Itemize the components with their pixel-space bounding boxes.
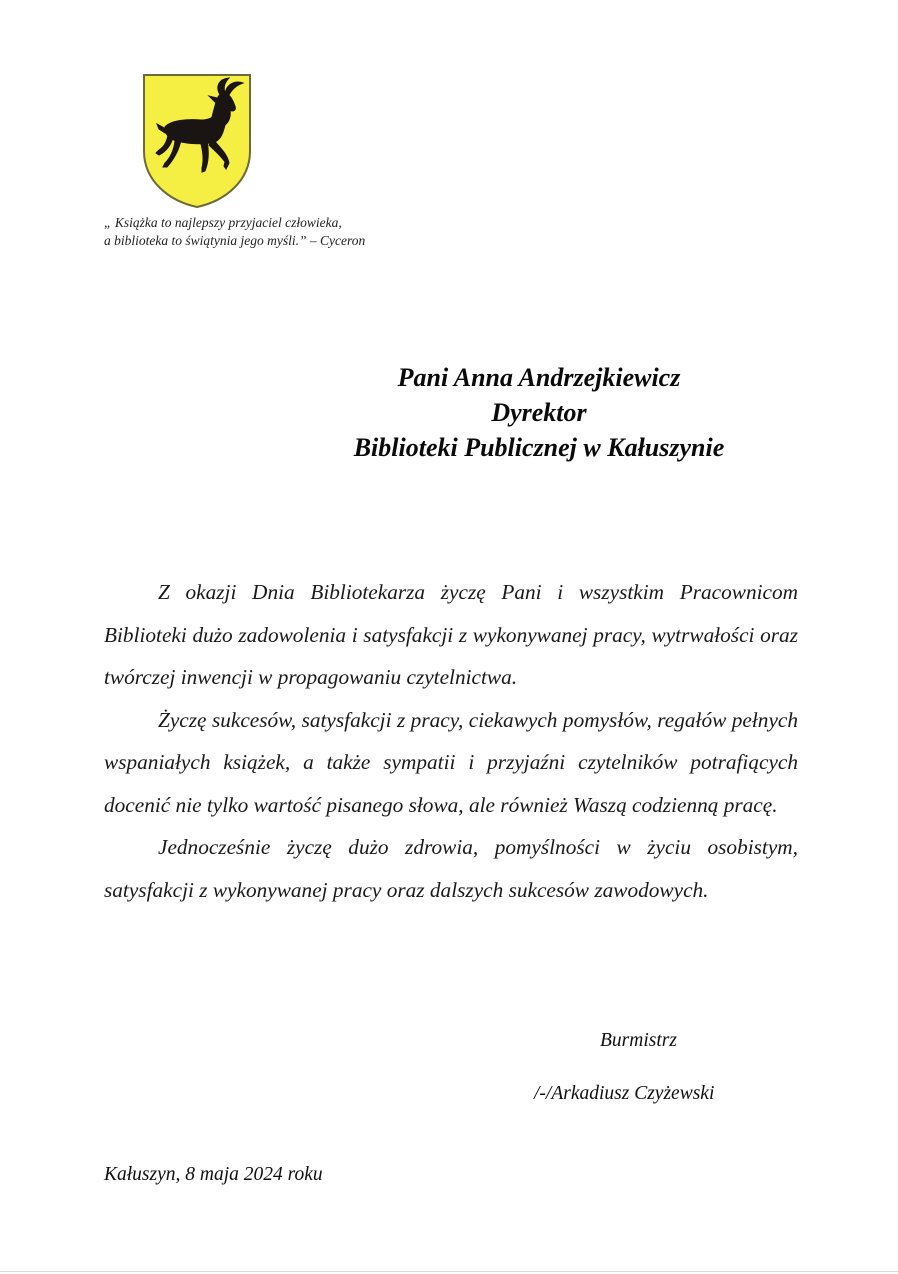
addressee-name: Pani Anna Andrzejkiewicz: [397, 363, 681, 392]
body-paragraph: Z okazji Dnia Bibliotekarza życzę Pani i wszystkim Pracownicom Biblioteki dużo zadowolenia i satysfakcji z wykonywanej pracy, wytrwałości oraz twórczej inwencji w propagowaniu czytelnictwa.: [104, 580, 798, 689]
addressee-block: [300, 360, 778, 465]
place-and-date: Kałuszyn, 8 maja 2024 roku: [104, 1164, 323, 1185]
letter-body: [104, 571, 798, 911]
addressee-institution: Biblioteki Publicznej w Kałuszynie: [353, 433, 725, 462]
epigraph-quote: [104, 214, 365, 250]
body-paragraph: Życzę sukcesów, satysfakcji z pracy, ciekawych pomysłów, regałów pełnych wspaniałych książek, a także sympatii i przyjaźni czytelników potrafiących docenić nie tylko wartość pisanego słowa, ale również Waszą codzienną pracę.: [104, 707, 798, 817]
body-paragraph: Jednocześnie życzę dużo zdrowia, pomyślności w życiu osobistym, satysfakcji z wykonywanej pracy oraz dalszych sukcesów zawodowych.: [104, 835, 798, 902]
signature-name: /-/Arkadiusz Czyżewski: [534, 1083, 715, 1104]
quote-line-2: a biblioteka to świątynia jego myśli.” – Cyceron: [104, 233, 366, 248]
quote-line-1: „ Książka to najlepszy przyjaciel człowieka,: [104, 215, 342, 230]
signature-title: Burmistrz: [600, 1030, 677, 1051]
goat-coat-of-arms-icon: [141, 73, 253, 209]
page-bottom-border: [0, 1271, 898, 1272]
addressee-title: Dyrektor: [491, 398, 587, 427]
